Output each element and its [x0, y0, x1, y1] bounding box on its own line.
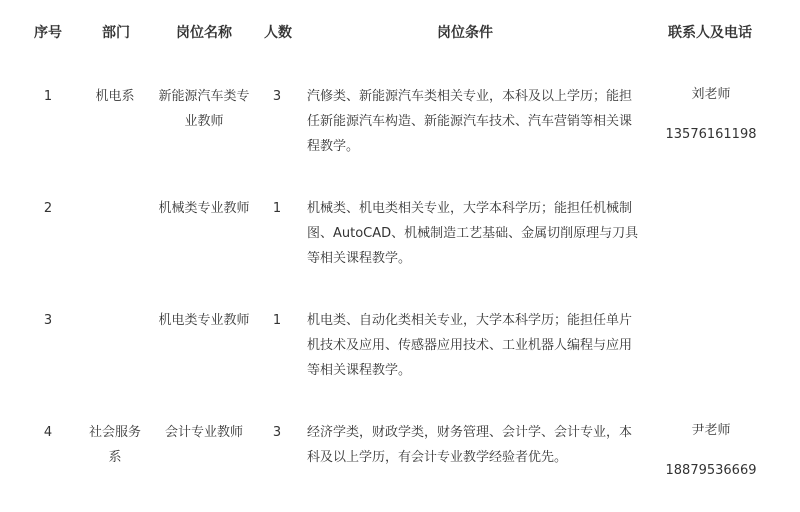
contact-name: 刘老师	[691, 87, 731, 102]
table-header	[0, 0, 800, 62]
row-count: 1	[272, 313, 282, 328]
header-no: 序号	[34, 25, 62, 41]
table-row	[0, 84, 800, 164]
row-position: 机电类专业教师	[158, 313, 250, 328]
row-conditions: 机械类、机电类相关专业，大学本科学历；能担任机械制图、AutoCAD、机械制造工艺基础、金属切削原理与刀具等相关课程教学。	[307, 201, 639, 266]
row-no: 1	[43, 89, 53, 104]
header-dept: 部门	[102, 25, 130, 41]
row-contact	[656, 84, 766, 146]
row-conditions: 汽修类、新能源汽车类相关专业，本科及以上学历；能担任新能源汽车构造、新能源汽车技术、汽车营销等相关课程教学。	[307, 89, 633, 154]
row-no: 3	[43, 313, 53, 328]
row-position: 机械类专业教师	[158, 201, 250, 216]
row-position: 新能源汽车类专业教师	[158, 89, 250, 129]
row-dept: 社会服务系	[88, 425, 141, 465]
row-count: 3	[272, 425, 282, 440]
row-contact	[656, 308, 766, 326]
table-row	[0, 196, 800, 276]
header-contact: 联系人及电话	[668, 25, 752, 41]
contact-phone: 18879536669	[665, 463, 757, 478]
header-count: 人数	[264, 25, 292, 41]
header-conditions: 岗位条件	[437, 25, 493, 41]
row-contact	[656, 420, 766, 482]
row-dept: 机电系	[95, 89, 135, 104]
row-no: 4	[43, 425, 53, 440]
table-row	[0, 420, 800, 500]
header-position: 岗位名称	[176, 25, 232, 41]
contact-name: 尹老师	[691, 423, 731, 438]
row-count: 3	[272, 89, 282, 104]
row-count: 1	[272, 201, 282, 216]
table-row	[0, 308, 800, 388]
row-conditions: 经济学类，财政学类，财务管理、会计学、会计专业，本科及以上学历，有会计专业教学经验者优先。	[307, 425, 633, 465]
row-no: 2	[43, 201, 53, 216]
row-position: 会计专业教师	[164, 425, 243, 440]
row-contact	[656, 196, 766, 214]
row-conditions: 机电类、自动化类相关专业，大学本科学历；能担任单片机技术及应用、传感器应用技术、工业机器人编程与应用等相关课程教学。	[307, 313, 633, 378]
contact-phone: 13576161198	[665, 127, 757, 142]
